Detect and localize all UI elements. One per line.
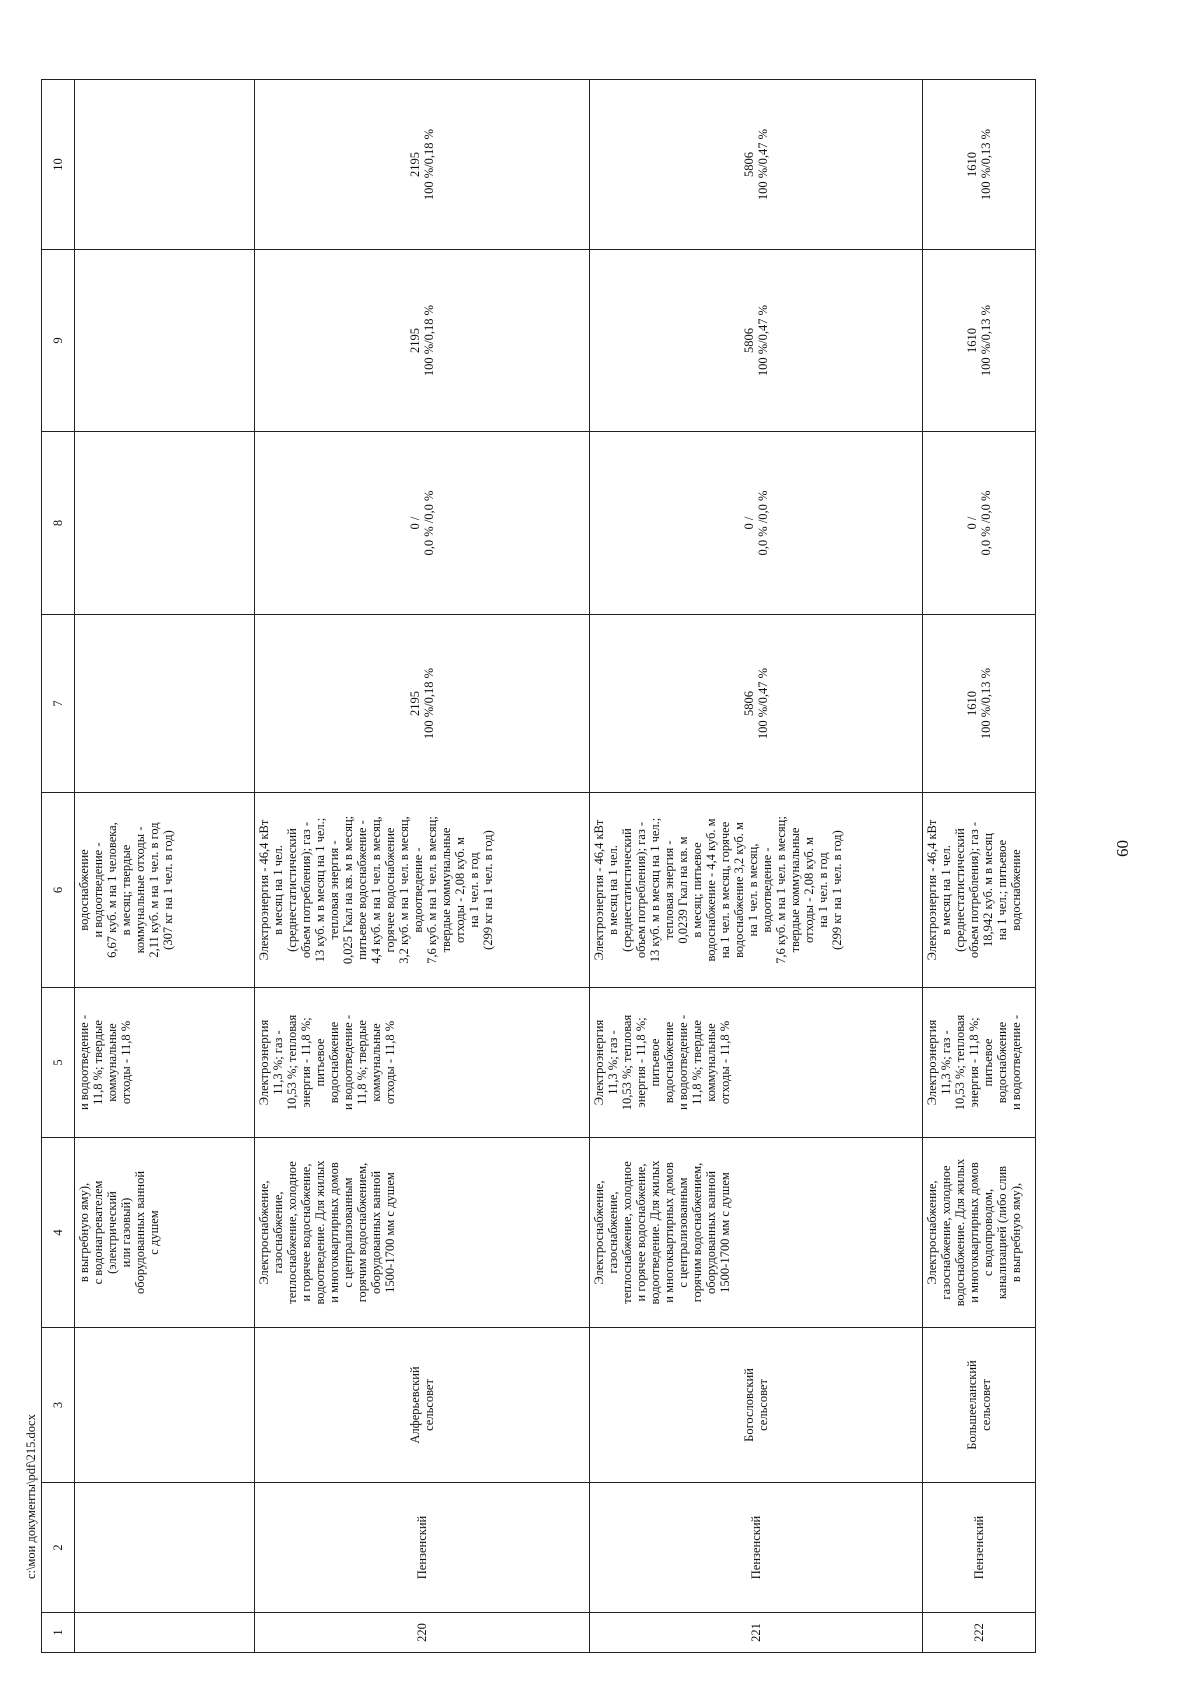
cell-col8: 0 / 0,0 % /0,0 % [923, 432, 1036, 615]
cell-col9: 5806 100 %/0,47 % [590, 250, 923, 432]
cell-number: 222 [923, 1613, 1036, 1653]
register-table [41, 79, 1036, 1653]
cell-col7: 5806 100 %/0,47 % [590, 615, 923, 793]
cell-consumption: Электроэнергия - 46,4 кВт в месяц на 1 чел. (среднестатистический объем потребления); газ - 13 куб. м в месяц на 1 чел.; тепловая энергия - 0,025 Гкал на кв. м в месяц; питьевое водоснабжение - 4,4 куб. м на 1 чел. в месяц, горячее водоснабжение 3,2 куб. м на 1 чел. в месяц, водоотведение - 7,6 куб. м на 1 чел. в месяц; твердые коммунальные отходы - 2,08 куб. м на 1 чел. в год (299 кг на 1 чел. в год) [255, 793, 590, 988]
cell-district: Пензенский [923, 1483, 1036, 1613]
cell-col9 [75, 250, 255, 432]
cell-col10: 2195 100 %/0,18 % [255, 80, 590, 250]
column-header: 9 [42, 250, 75, 432]
cell-col10: 5806 100 %/0,47 % [590, 80, 923, 250]
cell-district [75, 1483, 255, 1613]
cell-growth-rates: и водоотведение - 11,8 %; твердые коммунальные отходы - 11,8 % [75, 988, 255, 1138]
cell-consumption: водоснабжение и водоотведение - 6,67 куб. м на 1 человека, в месяц; твердые коммунальные отходы - 2,11 куб. м на 1 чел. в год (307 кг на 1 чел. в год) [75, 793, 255, 988]
cell-growth-rates: Электроэнергия 11,3 %; газ - 10,53 %; тепловая энергия - 11,8 %; питьевое водоснабжение и водоотведение - 11,8 %; твердые коммунальные отходы - 11,8 % [255, 988, 590, 1138]
cell-district: Пензенский [590, 1483, 923, 1613]
column-header: 4 [42, 1138, 75, 1328]
cell-number: 221 [590, 1613, 923, 1653]
cell-services: в выгребную яму), с водонагревателем (электрический или газовый) оборудованных ванной с душем [75, 1138, 255, 1328]
column-header: 2 [42, 1483, 75, 1613]
cell-municipality: Богословский сельсовет [590, 1328, 923, 1483]
cell-consumption: Электроэнергия - 46,4 кВт в месяц на 1 чел. (среднестатистический объем потребления); газ - 13 куб. м в месяц на 1 чел.; тепловая энергия - 0,0239 Гкал на кв. м в месяц; питьевое водоснабжение - 4,4 куб. м на 1 чел. в месяц, горячее водоснабжение 3,2 куб. м на 1 чел. в месяц, водоотведение - 7,6 куб. м на 1 чел. в месяц; твердые коммунальные отходы - 2,08 куб. м на 1 чел. в год (299 кг на 1 чел. в год) [590, 793, 923, 988]
column-header: 3 [42, 1328, 75, 1483]
cell-col9: 1610 100 %/0,13 % [923, 250, 1036, 432]
cell-growth-rates: Электроэнергия 11,3 %; газ - 10,53 %; тепловая энергия - 11,8 %; питьевое водоснабжение и водоотведение - 11,8 %; твердые коммунальные отходы - 11,8 % [590, 988, 923, 1138]
cell-col8: 0 / 0,0 % /0,0 % [255, 432, 590, 615]
cell-col7: 2195 100 %/0,18 % [255, 615, 590, 793]
cell-col7 [75, 615, 255, 793]
cell-consumption: Электроэнергия - 46,4 кВт в месяц на 1 чел. (среднестатистический объем потребления); газ - 18,942 куб. м в месяц на 1 чел.; питьевое водоснабжение [923, 793, 1036, 988]
table-header-row [42, 80, 75, 1653]
cell-col8 [75, 432, 255, 615]
table-row [923, 80, 1036, 1653]
table-row [590, 80, 923, 1653]
cell-municipality: Алферьевский сельсовет [255, 1328, 590, 1483]
cell-district: Пензенский [255, 1483, 590, 1613]
cell-services: Электроснабжение, газоснабжение, теплоснабжение, холодное и горячее водоснабжение, водоотведение. Для жилых и многоквартирных домов с централизованным горячим водоснабжением, оборудованных ванной 1500-1700 мм с душем [590, 1138, 923, 1328]
cell-growth-rates: Электроэнергия 11,3 %; газ - 10,53 %; тепловая энергия - 11,8 %; питьевое водоснабжение и водоотведение - [923, 988, 1036, 1138]
column-header: 6 [42, 793, 75, 988]
cell-col8: 0 / 0,0 % /0,0 % [590, 432, 923, 615]
column-header: 1 [42, 1613, 75, 1653]
page-number: 60 [1113, 840, 1132, 857]
cell-col9: 2195 100 %/0,18 % [255, 250, 590, 432]
table-row [255, 80, 590, 1653]
footer-file-path: c:\мои документы\pdf\215.docx [24, 1414, 38, 1579]
cell-municipality: Большееланский сельсовет [923, 1328, 1036, 1483]
cell-col7: 1610 100 %/0,13 % [923, 615, 1036, 793]
cell-services: Электроснабжение, газоснабжение, холодное водоснабжение. Для жилых и многоквартирных домов с водопроводом, канализацией (либо слив в выгребную яму), [923, 1138, 1036, 1328]
cell-services: Электроснабжение, газоснабжение, теплоснабжение, холодное и горячее водоснабжение, водоотведение. Для жилых и многоквартирных домов с централизованным горячим водоснабжением, оборудованных ванной 1500-1700 мм с душем [255, 1138, 590, 1328]
table-row [75, 80, 255, 1653]
cell-municipality [75, 1328, 255, 1483]
column-header: 8 [42, 432, 75, 615]
cell-col10 [75, 80, 255, 250]
cell-number [75, 1613, 255, 1653]
column-header: 5 [42, 988, 75, 1138]
column-header: 7 [42, 615, 75, 793]
cell-number: 220 [255, 1613, 590, 1653]
column-header: 10 [42, 80, 75, 250]
cell-col10: 1610 100 %/0,13 % [923, 80, 1036, 250]
